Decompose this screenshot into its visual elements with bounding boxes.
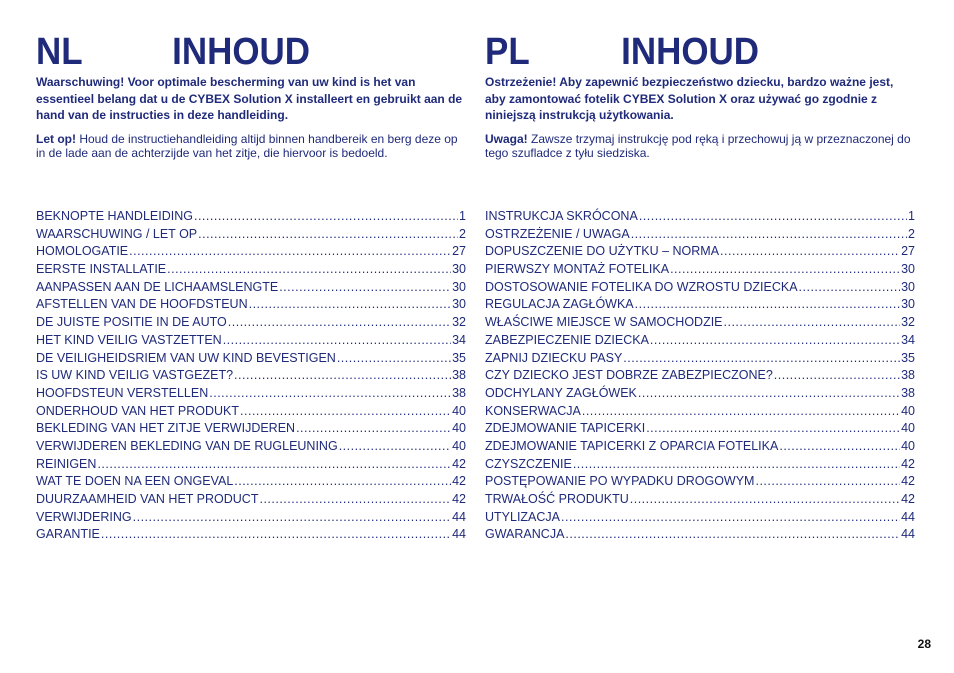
toc-entry[interactable] [485,526,915,544]
toc-entry[interactable] [485,226,915,244]
toc-entry-title: AFSTELLEN VAN DE HOOFDSTEUN [36,297,248,312]
toc-entry-page: 40 [901,438,915,453]
toc-entry-page: 40 [452,403,466,418]
toc-entry[interactable] [485,296,915,314]
toc-entry[interactable] [485,509,915,527]
toc-entry-page: 44 [901,527,915,542]
toc-entry-title: ODCHYLANY ZAGŁÓWEK [485,385,637,400]
toc-entry-page: 40 [901,403,915,418]
toc-entry-page: 27 [452,244,466,259]
toc-entry-title: INSTRUKCJA SKRÓCONA [485,209,638,223]
toc-entry-page: 40 [452,421,466,436]
toc-entry-title: ZAPNIJ DZIECKU PASY [485,350,623,365]
toc-entry-title: CZYSZCZENIE [485,456,572,471]
toc-entry-title: ONDERHOUD VAN HET PRODUKT [36,403,240,418]
toc-entry-title: ZDEJMOWANIE TAPICERKI [485,421,646,436]
toc-entry-title: GWARANCJA [485,527,565,542]
toc-entry[interactable] [36,296,466,314]
toc-dot-leader [167,261,451,279]
toc-dot-leader [198,226,458,244]
toc-entry[interactable] [36,473,466,491]
toc-entry-page: 32 [901,315,915,330]
toc-entry-page: 44 [452,509,466,524]
toc-entry-title: ZABEZPIECZENIE DZIECKA [485,332,649,347]
toc-entry-page: 44 [452,527,466,542]
toc-dot-leader [234,473,451,491]
toc-entry[interactable] [485,473,915,491]
toc-entry[interactable] [36,332,466,350]
section-heading [485,30,882,74]
toc-entry-title: DE VEILIGHEIDSRIEM VAN UW KIND BEVESTIGEN [36,350,336,365]
toc-entry[interactable] [485,243,915,261]
toc-entry-page: 30 [452,297,466,312]
toc-entry-title: AANPASSEN AAN DE LICHAAMSLENGTE [36,279,279,294]
toc-entry[interactable] [485,367,915,385]
toc-entry-title: TRWAŁOŚĆ PRODUKTU [485,492,629,506]
toc-entry[interactable] [36,350,466,368]
table-of-contents [485,208,915,544]
toc-entry-page: 42 [901,474,915,489]
toc-entry-title: PIERWSZY MONTAŻ FOTELIKA [485,262,670,277]
toc-entry-page: 35 [901,350,915,365]
table-of-contents [36,208,466,544]
toc-entry-page: 34 [452,332,466,347]
toc-entry-page: 42 [452,456,466,471]
toc-dot-leader [573,456,900,474]
toc-entry[interactable] [36,279,466,297]
language-code: PL [485,31,530,73]
toc-entry[interactable] [485,208,915,226]
heading-title: INHOUD [172,31,311,73]
toc-dot-leader [561,509,900,527]
heading-title: INHOUD [621,31,760,73]
toc-entry-title: DOSTOSOWANIE FOTELIKA DO WZROSTU DZIECKA [485,279,798,294]
toc-entry-page: 1 [459,209,466,223]
safety-warning: Waarschuwing! Voor optimale bescherming van uw kind is het van essentieel belang dat u de CYBEX Solution X installeert en gebruikt aan de hand van de instructies in deze handleiding. [36,75,463,122]
toc-dot-leader [774,367,900,385]
toc-entry-page: 30 [901,297,915,312]
toc-entry-page: 2 [908,226,915,241]
toc-entry[interactable] [36,226,466,244]
toc-entry[interactable] [36,526,466,544]
note-label: Uwaga! [485,131,528,146]
toc-entry-title: POSTĘPOWANIE PO WYPADKU DROGOWYM [485,474,755,489]
toc-dot-leader [623,350,900,368]
toc-entry-title: REGULACJA ZAGŁÓWKA [485,297,634,312]
toc-entry-page: 38 [901,368,915,383]
toc-dot-leader [582,403,900,421]
toc-entry-title: IS UW KIND VEILIG VASTGEZET? [36,368,234,383]
section-pl [485,30,917,542]
toc-dot-leader [296,420,451,438]
page-number: 28 [917,637,931,651]
toc-entry[interactable] [36,243,466,261]
toc-entry-title: ZDEJMOWANIE TAPICERKI Z OPARCIA FOTELIKA [485,438,779,453]
toc-entry-title: VERWIJDERING [36,509,132,524]
toc-entry-page: 40 [452,438,466,453]
toc-dot-leader [799,279,901,297]
toc-entry[interactable] [36,208,466,226]
toc-entry-title: BEKLEDING VAN HET ZITJE VERWIJDEREN [36,421,296,436]
toc-dot-leader [209,385,451,403]
toc-entry[interactable] [485,420,915,438]
toc-entry[interactable] [36,456,466,474]
toc-entry-title: CZY DZIECKO JEST DOBRZE ZABEZPIECZONE? [485,368,773,383]
toc-entry[interactable] [485,403,915,421]
toc-entry-page: 42 [901,456,915,471]
toc-dot-leader [630,491,900,509]
toc-dot-leader [228,314,451,332]
toc-entry-title: DUURZAAMHEID VAN HET PRODUCT [36,492,259,506]
toc-dot-leader [249,296,451,314]
toc-dot-leader [638,385,900,403]
toc-entry-page: 2 [459,226,466,241]
toc-dot-leader [724,314,901,332]
toc-entry-title: REINIGEN [36,456,97,471]
toc-entry-page: 44 [901,509,915,524]
toc-entry[interactable] [485,314,915,332]
toc-entry[interactable] [485,438,915,456]
toc-entry-title: EERSTE INSTALLATIE [36,262,167,277]
toc-entry-page: 38 [452,368,466,383]
toc-dot-leader [720,243,900,261]
toc-entry-title: BEKNOPTE HANDLEIDING [36,209,193,223]
toc-entry-title: HET KIND VEILIG VASTZETTEN [36,332,222,347]
toc-entry[interactable] [36,438,466,456]
toc-dot-leader [129,243,451,261]
toc-entry-page: 32 [452,315,466,330]
toc-entry-page: 42 [452,474,466,489]
toc-dot-leader [631,226,907,244]
toc-entry-page: 38 [452,385,466,400]
toc-dot-leader [646,420,900,438]
toc-dot-leader [755,473,900,491]
toc-entry-title: OSTRZEŻENIE / UWAGA [485,226,630,241]
section-nl [36,30,468,542]
toc-dot-leader [339,438,451,456]
toc-entry[interactable] [36,314,466,332]
toc-entry-page: 30 [452,279,466,294]
toc-entry-page: 27 [901,244,915,259]
instruction-note [485,132,917,160]
note-text: Zawsze trzymaj instrukcję pod ręką i przechowuj ją w przeznaczonej do tego szufladce z tyłu siedziska. [485,131,911,160]
toc-entry[interactable] [36,509,466,527]
toc-entry[interactable] [485,350,915,368]
toc-entry-page: 42 [901,492,915,506]
toc-entry-title: DOPUSZCZENIE DO UŻYTKU – NORMA [485,244,720,259]
toc-dot-leader [240,403,451,421]
toc-entry[interactable] [36,420,466,438]
note-text: Houd de instructiehandleiding altijd binnen handbereik en berg deze op in de lade aan de achterzijde van het zitje, die hiervoor is bedoeld. [36,131,458,160]
toc-dot-leader [97,456,451,474]
toc-entry[interactable] [36,367,466,385]
toc-entry[interactable] [485,332,915,350]
toc-entry[interactable] [36,385,466,403]
toc-entry[interactable] [485,261,915,279]
toc-dot-leader [101,526,451,544]
toc-dot-leader [279,279,451,297]
toc-entry-title: HOMOLOGATIE [36,244,129,259]
toc-dot-leader [565,526,900,544]
section-heading [36,30,433,74]
toc-entry-title: VERWIJDEREN BEKLEDING VAN DE RUGLEUNING [36,438,338,453]
toc-entry-page: 30 [901,279,915,294]
note-label: Let op! [36,131,76,146]
toc-entry-page: 30 [452,262,466,277]
toc-entry-page: 40 [901,421,915,436]
toc-entry-title: WAARSCHUWING / LET OP [36,226,198,241]
toc-entry-title: GARANTIE [36,527,100,542]
toc-entry-page: 42 [452,492,466,506]
toc-entry[interactable] [36,261,466,279]
toc-entry-title: KONSERWACJA [485,403,581,418]
toc-entry-page: 35 [452,350,466,365]
toc-dot-leader [639,208,907,226]
instruction-note [36,132,468,160]
toc-entry[interactable] [485,491,915,509]
toc-entry-title: UTYLIZACJA [485,509,561,524]
toc-dot-leader [259,491,451,509]
toc-entry[interactable] [36,403,466,421]
toc-entry[interactable] [485,456,915,474]
toc-dot-leader [779,438,900,456]
toc-dot-leader [635,296,900,314]
toc-dot-leader [234,367,451,385]
toc-entry-title: WŁAŚCIWE MIEJSCE W SAMOCHODZIE [485,315,723,330]
toc-dot-leader [670,261,900,279]
toc-entry[interactable] [485,279,915,297]
toc-entry-page: 1 [908,209,915,223]
toc-entry[interactable] [36,491,466,509]
toc-entry-title: DE JUISTE POSITIE IN DE AUTO [36,315,227,330]
toc-entry-page: 38 [901,385,915,400]
toc-entry-title: WAT TE DOEN NA EEN ONGEVAL [36,474,234,489]
toc-entry[interactable] [485,385,915,403]
toc-dot-leader [223,332,451,350]
language-code: NL [36,31,83,73]
toc-dot-leader [337,350,451,368]
toc-entry-page: 30 [901,262,915,277]
toc-dot-leader [194,208,458,226]
toc-entry-title: HOOFDSTEUN VERSTELLEN [36,385,209,400]
toc-dot-leader [133,509,451,527]
toc-entry-page: 34 [901,332,915,347]
toc-dot-leader [650,332,900,350]
safety-warning: Ostrzeżenie! Aby zapewnić bezpieczeństwo dziecku, bardzo ważne jest, aby zamontować fotelik CYBEX Solution X oraz używać go zgodnie z niniejszą instrukcją użytkowania. [485,75,894,122]
